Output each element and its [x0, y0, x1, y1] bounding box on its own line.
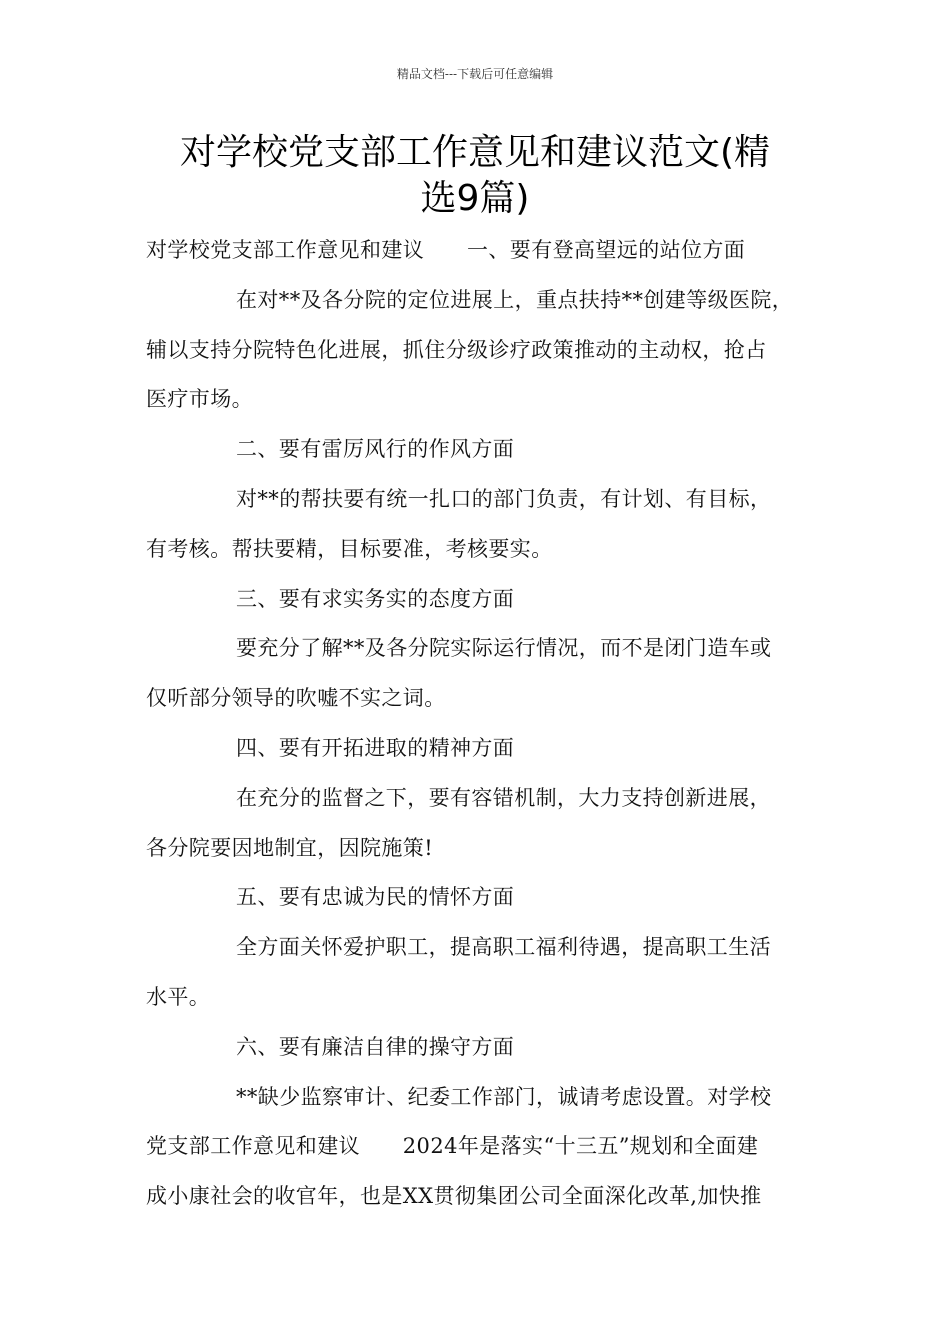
- body-line: 在充分的监督之下，要有容错机制，大力支持创新进展，: [236, 785, 771, 810]
- document-body: [146, 226, 826, 1222]
- section-heading: 二、要有雷厉风行的作风方面: [236, 437, 515, 462]
- section-heading: 三、要有求实务实的态度方面: [236, 586, 515, 611]
- body-line: 在对**及各分院的定位进展上，重点扶持**创建等级医院，: [236, 287, 794, 312]
- body-line: 对**的帮扶要有统一扎口的部门负责，有计划、有目标，: [236, 486, 772, 511]
- body-line: 医疗市场。: [146, 387, 253, 412]
- body-line: 全方面关怀爱护职工，提高职工福利待遇，提高职工生活: [236, 935, 771, 960]
- page-header: 精品文档---下载后可任意编辑: [396, 67, 554, 81]
- body-line: 成小康社会的收官年，也是XX贯彻集团公司全面深化改革,加快推: [146, 1184, 762, 1209]
- body-line: 对学校党支部工作意见和建议 一、要有登高望远的站位方面: [146, 238, 746, 262]
- title-line-1: 对学校党支部工作意见和建议范文(精: [179, 132, 771, 173]
- body-line: 有考核。帮扶要精，目标要准，考核要实。: [146, 536, 553, 561]
- section-heading: 四、要有开拓进取的精神方面: [236, 735, 515, 760]
- body-line: 要充分了解**及各分院实际运行情况，而不是闭门造车或: [236, 636, 772, 661]
- body-line: 各分院要因地制宜，因院施策!: [146, 835, 434, 860]
- body-line: 党支部工作意见和建议 2024年是落实“十三五”规划和全面建: [146, 1134, 759, 1159]
- document-title: [100, 130, 850, 222]
- body-line: 水平。: [146, 984, 211, 1009]
- section-heading: 五、要有忠诚为民的情怀方面: [236, 885, 515, 910]
- section-heading: 六、要有廉洁自律的操守方面: [236, 1034, 515, 1059]
- title-line-2: 选9篇): [420, 178, 530, 219]
- body-line: 辅以支持分院特色化进展，抓住分级诊疗政策推动的主动权，抢占: [146, 337, 767, 362]
- body-line: **缺少监察审计、纪委工作部门，诚请考虑设置。对学校: [236, 1084, 772, 1109]
- body-line: 仅听部分领导的吹嘘不实之词。: [146, 686, 446, 711]
